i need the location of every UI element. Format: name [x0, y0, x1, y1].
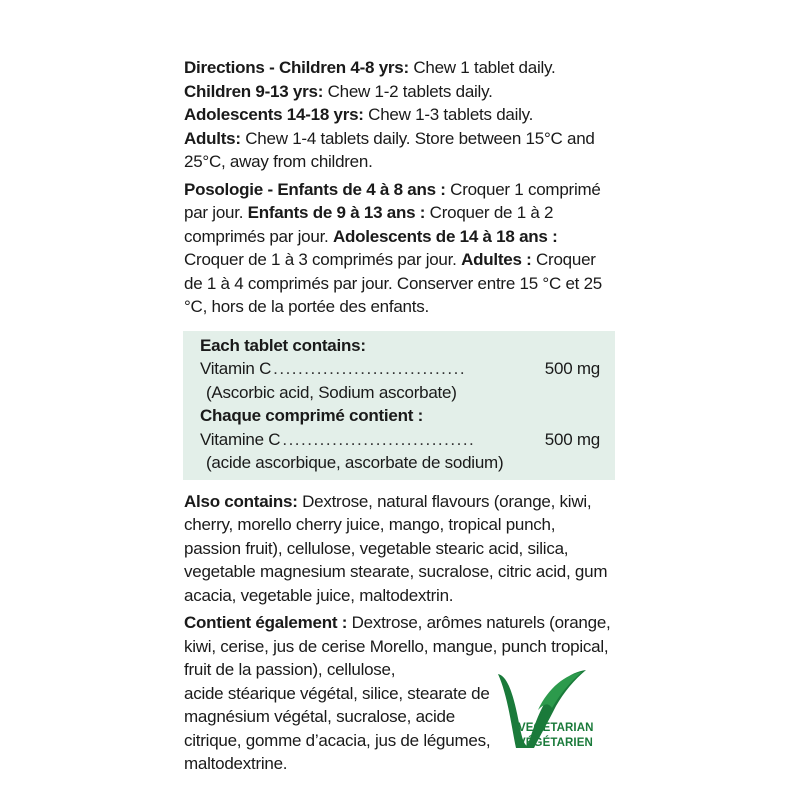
vitamine-c-label: Vitamine C	[200, 429, 281, 449]
posologie-enfants-4-8-label: Posologie - Enfants de 4 à 8 ans :	[184, 179, 446, 199]
posologie-enfants-9-13-label: Enfants de 9 à 13 ans :	[247, 203, 426, 222]
vitamine-c-row	[200, 428, 600, 452]
vegetarian-badge	[494, 666, 604, 766]
contient-egalement-text-continued: acide stéarique végétal, silice, stearate de magnésium végétal, sucralose, acide citrique, gomme d’acacia, jus de légumes, maltodextrine.	[184, 683, 491, 773]
vitamine-c-source: (acide ascorbique, ascorbate de sodium)	[206, 453, 504, 472]
posologie-enfants-4-8-text: Croquer 1 comprimé par jour.	[184, 179, 601, 222]
directions-children-9-13-label: Children 9-13 yrs:	[184, 81, 324, 101]
directions-children-4-8-text: Chew 1 tablet daily.	[408, 58, 556, 77]
badge-vegetarian-text: VEGETARIAN	[518, 722, 594, 734]
vitamin-c-row	[200, 357, 600, 381]
directions-adolescents-text: Chew 1-3 tablets daily.	[363, 105, 534, 124]
also-contains	[184, 490, 614, 608]
directions-adults-text: Chew 1-4 tablets daily. Store between 15°C and 25°C, away from children.	[184, 128, 595, 171]
vegetarian-leaf-v-icon	[494, 666, 604, 766]
also-contains-text: Dextrose, natural flavours (orange, kiwi, cherry, morello cherry juice, mango, tropical punch, passion fruit), cellulose, vegetable stearic acid, silica, vegetable magnesium stearate, sucralose, citric acid, gum acacia, vegetable juice, maltodextrin.	[184, 491, 608, 605]
posologie-adolescents-label: Adolescents de 14 à 18 ans :	[333, 226, 558, 246]
contient-egalement-label: Contient également :	[184, 613, 348, 632]
directions-adolescents-label: Adolescents 14-18 yrs:	[184, 105, 364, 124]
vitamin-c-source: (Ascorbic acid, Sodium ascorbate)	[206, 382, 457, 402]
contient-egalement-text: Dextrose, arômes naturels (orange, kiwi, cerise, jus de cerise Morello, mangue, punch tropical, fruit de la passion), cellulose,	[184, 613, 611, 679]
directions-english	[184, 56, 614, 174]
badge-vegetarien-text: VÉGÉTARIEN	[518, 737, 593, 749]
directions-adults-label: Adults:	[184, 128, 241, 148]
posologie-enfants-9-13-text: Croquer de 1 à 2 comprimés par jour.	[184, 203, 554, 246]
directions-children-4-8-label: Directions - Children 4-8 yrs:	[184, 58, 409, 77]
vitamin-c-amount: 500 mg	[544, 359, 600, 378]
nutrition-panel	[183, 331, 615, 480]
each-tablet-heading: Each tablet contains:	[200, 335, 366, 355]
chaque-comprime-heading: Chaque comprimé contient :	[200, 406, 424, 425]
posologie-adolescents-text: Croquer de 1 à 3 comprimés par jour.	[184, 250, 462, 269]
vitamine-c-amount: 500 mg	[544, 429, 600, 449]
directions-children-9-13-text: Chew 1-2 tablets daily.	[323, 81, 493, 101]
directions-french	[184, 178, 614, 319]
posologie-adultes-label: Adultes :	[461, 250, 532, 269]
leader-dots: ...............................	[282, 429, 476, 449]
leader-dots: ...............................	[273, 359, 467, 378]
posologie-adultes-text: Croquer de 1 à 4 comprimés par jour. Conserver entre 15 °C et 25 °C, hors de la portée des enfants.	[184, 250, 603, 316]
also-contains-label: Also contains:	[184, 491, 298, 511]
vitamin-c-label: Vitamin C	[200, 359, 272, 378]
